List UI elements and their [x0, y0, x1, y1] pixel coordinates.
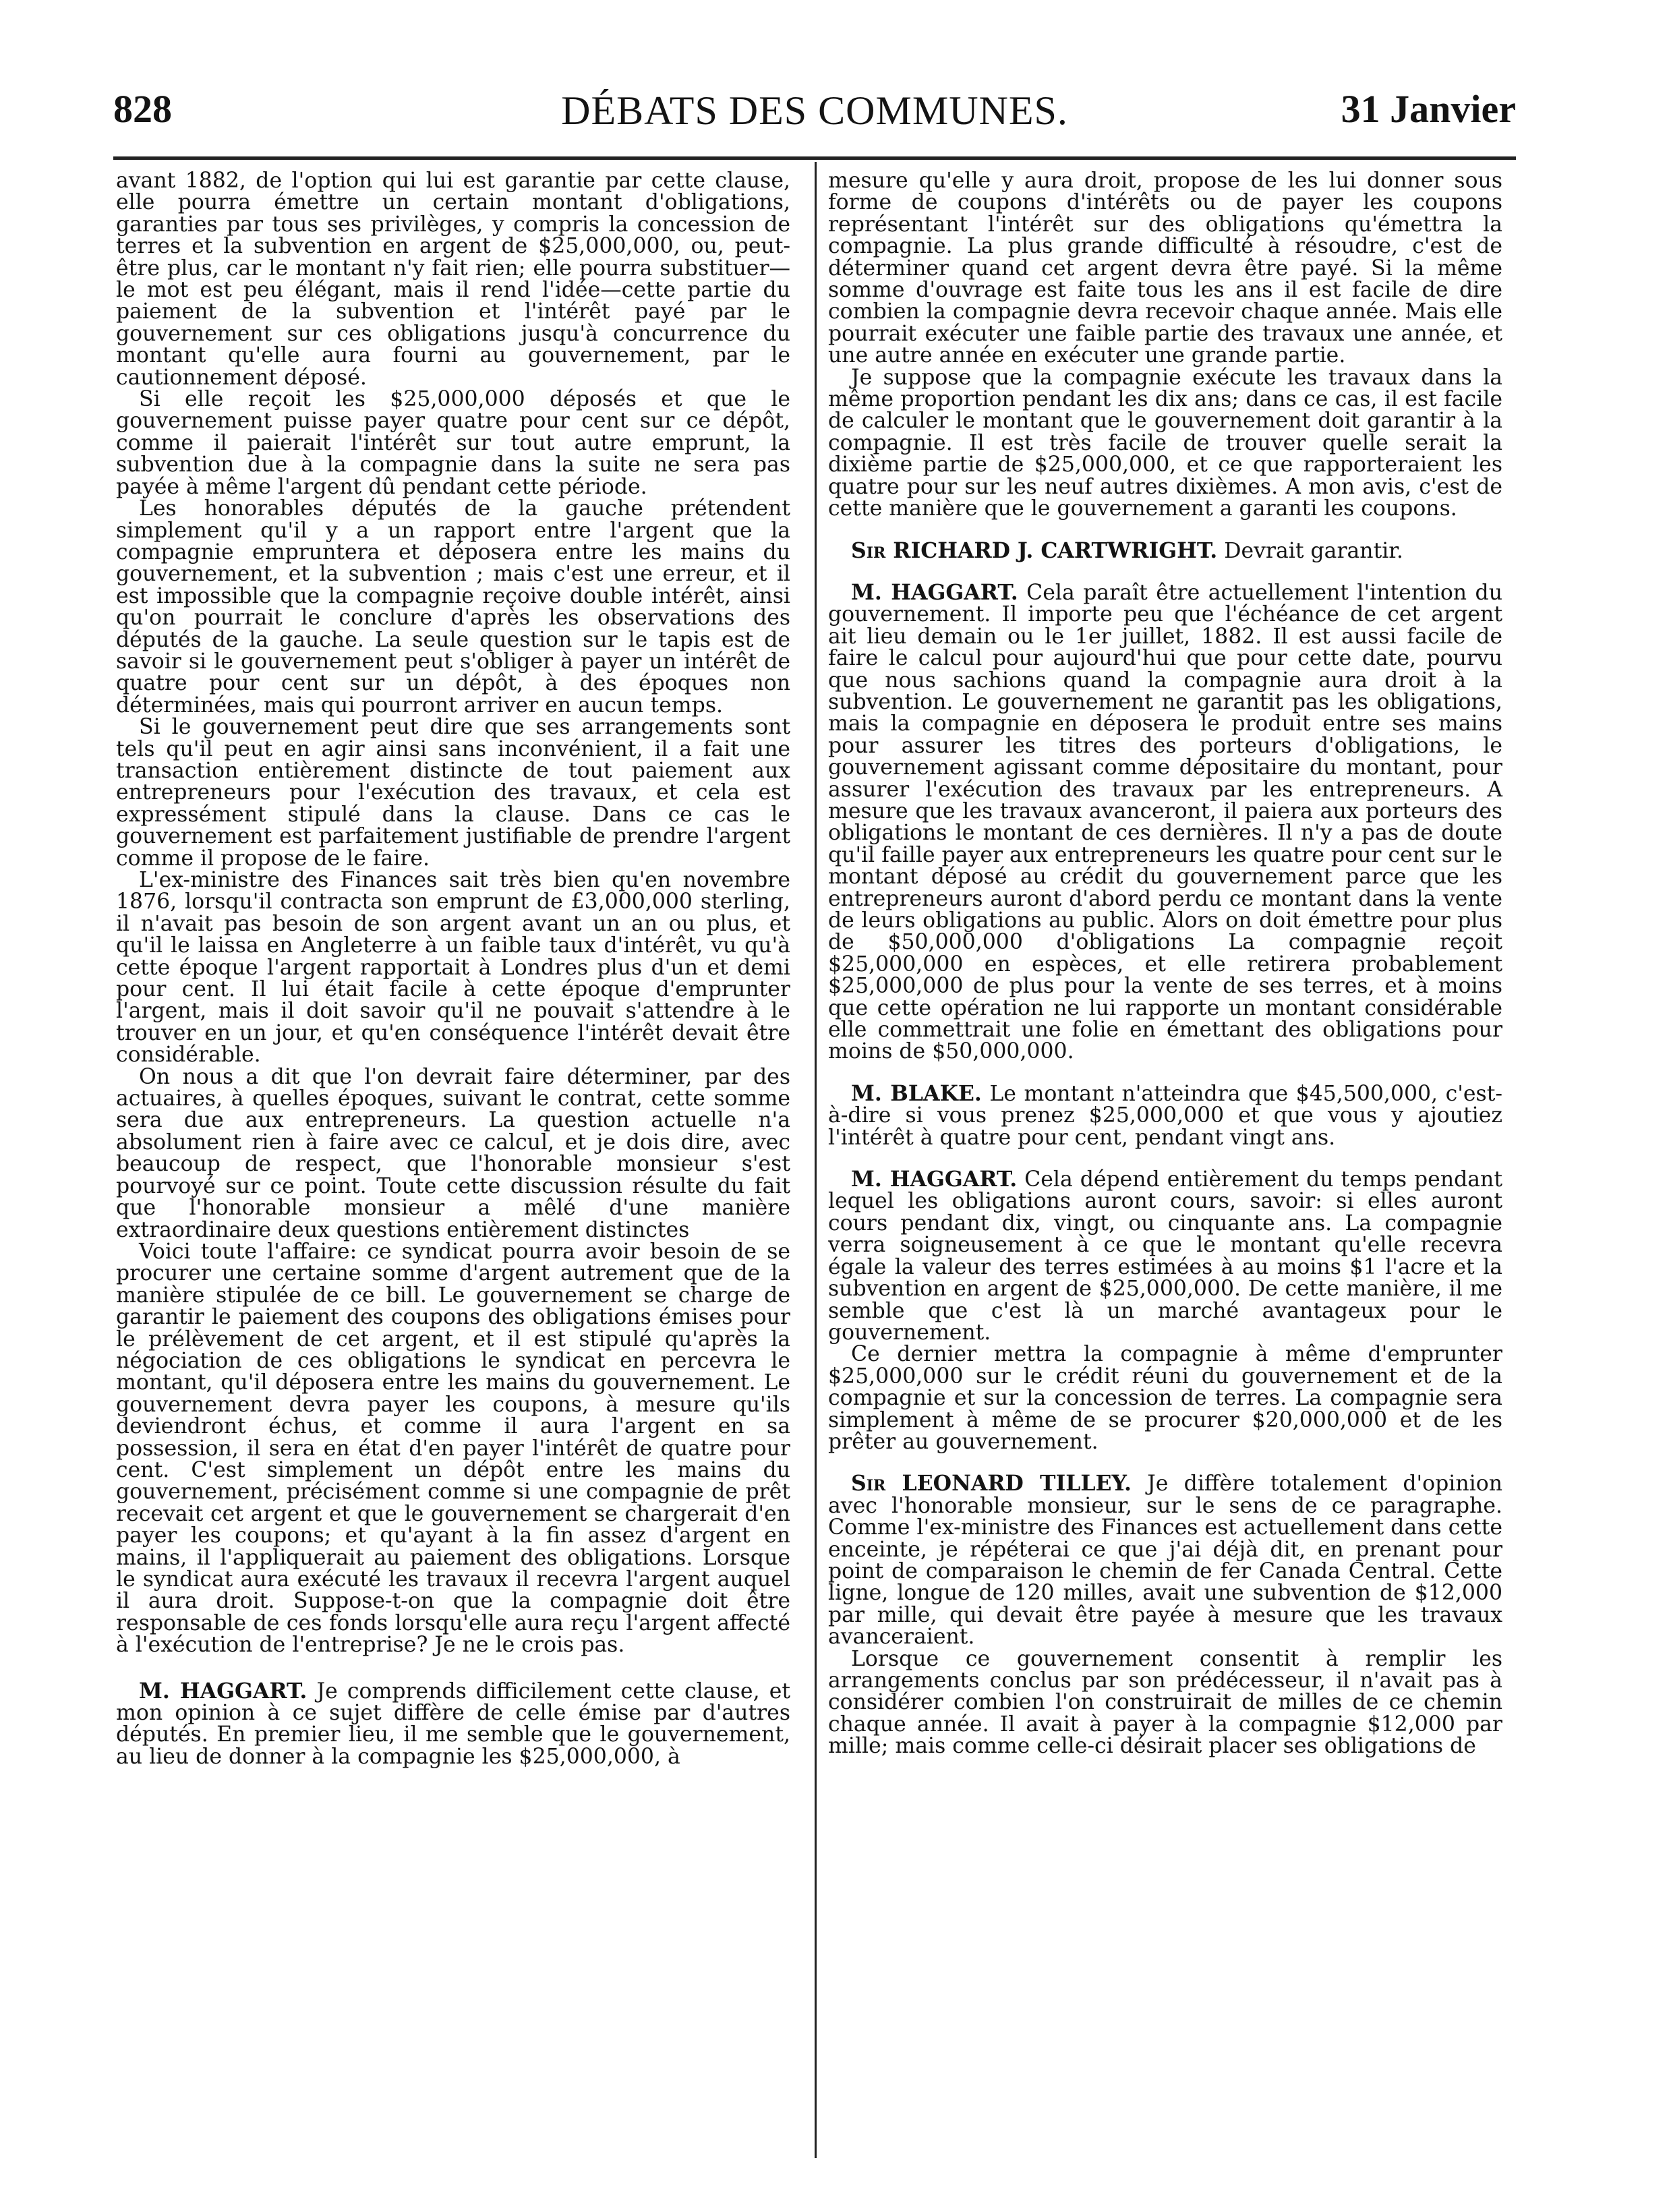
paragraph: Si elle reçoit les $25,000,000 déposés et que le gouvernement puisse payer quatre pour cent sur ce dépôt, comme il paierait l'intérêt sur tout autre emprunt, la subvention due à la compagnie dans la suite ne sera pas payée à même l'argent dû pendant cette période.	[116, 387, 790, 499]
speech: Sir RICHARD J. CARTWRIGHT. Devrait garantir.	[851, 537, 1403, 563]
speech: Sir LEONARD TILLEY. Je diffère totalement d'opinion avec l'honorable monsieur, sur le sens de ce paragraphe. Comme l'ex-ministre des Finances est actuellement dans cette enceinte, je répéterai ce que j'ai déjà dit, en prenant pour point de comparaison le chemin de fer Canada Central. Cette ligne, longue de 120 milles, avait une subvention de $12,000 par mille, qui devait être payée à mesure que les travaux avanceraient.	[828, 1471, 1502, 1650]
left-column	[116, 170, 790, 1768]
speaker-name: M. HAGGART.	[851, 1167, 1018, 1192]
header-rule	[113, 156, 1516, 160]
page-title: DÉBATS DES COMMUNES.	[561, 88, 1068, 133]
page-date: 31 Janvier	[1341, 87, 1516, 131]
paragraph: Ce dernier mettra la compagnie à même d'emprunter $25,000,000 sur le crédit réuni du gouvernement et de la compagnie et sur la concession de terres. La compagnie sera simplement à même de se procurer $20,000,000 et de les prêter au gouvernement.	[828, 1342, 1502, 1454]
paragraph: L'ex-ministre des Finances sait très bien qu'en novembre 1876, lorsqu'il contracta son emprunt de £3,000,000 sterling, il n'avait pas besoin de son argent avant un an ou plus, et qu'il le laissa en Angleterre à un faible taux d'intérêt, vu qu'à cette époque l'argent rapportait à Londres plus d'un et demi pour cent. Il lui était facile à cette époque d'emprunter l'argent, mais il doit savoir qu'il ne pouvait s'attendre à le trouver en un jour, et qu'en conséquence l'intérêt devait être considérable.	[116, 868, 790, 1068]
page-number: 828	[113, 87, 172, 131]
paragraph: Voici toute l'affaire: ce syndicat pourra avoir besoin de se procurer une certaine somme d'argent autrement que de la manière stipulée de ce bill. Le gouvernement se charge de garantir le paiement des coupons des obligations émises pour le prélèvement de cet argent, et il est stipulé qu'après la négociation de ces obligations le syndicat en percevra le montant, qu'il déposera entre les mains du gouvernement. Le gouvernement devra payer les coupons, à mesure qu'ils deviendront échus, et comme il aura l'argent en sa possession, il sera en état d'en payer l'intérêt de quatre pour cent. C'est simplement un dépôt entre les mains du gouvernement, précisément comme si une compagnie de prêt recevait cet argent et que le gouvernement se chargerait d'en payer les coupons; et qu'ayant à la fin assez d'argent en mains, il l'appliquerait au paiement des obligations. Lorsque le syndicat aura exécuté les travaux il recevra l'argent auquel il aura droit. Suppose-t-on que la compagnie doit être responsable de ces fonds lorsqu'elle aura reçu l'argent affecté à l'exécution de l'entreprise? Je ne le crois pas.	[116, 1239, 790, 1658]
speaker-name: M. HAGGART.	[139, 1678, 308, 1704]
speech: M. HAGGART. Cela dépend entièrement du temps pendant lequel les obligations auront cours, savoir: si elles auront cours pendant dix, vingt, ou cinquante ans. La compagnie verra soigneusement à ce que le montant qu'elle recevra égale la valeur des terres estimées à au moins $1 l'acre et la subvention en argent de $25,000,000. De cette manière, il me semble que c'est là un marché avantageux pour le gouvernement.	[828, 1167, 1503, 1345]
paragraph: On nous a dit que l'on devrait faire déterminer, par des actuaires, à quelles époques, suivant le contrat, cette somme sera due aux entrepreneurs. La question actuelle n'a absolument rien à faire avec ce calcul, et je dois dire, avec beaucoup de respect, que l'honorable monsieur s'est pourvoyé sur ce point. Toute cette discussion résulte du fait que l'honorable monsieur a mêlé d'une manière extraordinaire deux questions entièrement distinctes	[116, 1064, 790, 1242]
speech: M. HAGGART. Je comprends difficilement cette clause, et mon opinion à ce sujet diffère de celle émise par d'autres députés. En premier lieu, il me semble que le gouvernement, au lieu de donner à la compagnie les $25,000,000, à	[116, 1678, 790, 1769]
paragraph: Si le gouvernement peut dire que ses arrangements sont tels qu'il peut en agir ainsi sans inconvénient, il a fait une transaction entièrement distincte de tout paiement aux entrepreneurs pour l'exécution des travaux, et cela est expressément stipulé dans la clause. Dans ce cas le gouvernement est parfaitement justifiable de prendre l'argent comme il propose de le faire.	[116, 715, 790, 871]
right-column	[828, 170, 1502, 1757]
paragraph: Lorsque ce gouvernement consentit à remplir les arrangements conclus par son prédécesseur, il n'avait pas à considérer combien l'on construirait de milles de ce chemin chaque année. Il avait à payer à la compagnie $12,000 par mille; mais comme celle-ci désirait placer ses obligations de	[828, 1646, 1502, 1759]
paragraph: avant 1882, de l'option qui lui est garantie par cette clause, elle pourra émettre un certain montant d'obligations, garanties par tous ses privilèges, y compris la concession de terres et la subvention en argent de $25,000,000, ou, peut-être plus, car le montant n'y fait rien; elle pourra substituer—le mot est peu élégant, mais il rend l'idée—cette partie du paiement de la subvention et l'intérêt payé par le gouvernement sur ces obligations jusqu'à concurrence du montant qu'elle aura fourni au gouvernement, par le cautionnement déposé.	[116, 169, 790, 390]
speech: M. HAGGART. Cela paraît être actuellement l'intention du gouvernement. Il importe peu que l'échéance de cet argent ait lieu demain ou le 1er juillet, 1882. Il est aussi facile de faire le calcul pour aujourd'hui que pour cette date, pourvu que nous sachions quand la compagnie aura droit à la subvention. Le gouvernement ne garantit pas les obligations, mais la compagnie en déposera le produit entre ses mains pour assurer les titres des porteurs d'obligations, le gouvernement agissant comme dépositaire du montant, pour assurer l'exécution des travaux par les entrepreneurs. A mesure que les travaux avanceront, il paiera aux porteurs des obligations le montant de ces dernières. Il n'y a pas de doute qu'il faille payer aux entrepreneurs les quatre pour cent sur le montant déposé au crédit du gouvernement parce que les entrepreneurs auront d'abord perdu ce montant dans la vente de leurs obligations au public. Alors on doit émettre pour plus de $50,000,000 d'obligations La compagnie reçoit $25,000,000 en espèces, et elle retirera probablement $25,000,000 de plus pour la vente de ses terres, et à moins que cette opération ne lui rapporte un montant considérable elle commettrait une folie en émettant des obligations pour moins de $50,000,000.	[828, 579, 1503, 1064]
speaker-name: M. BLAKE.	[851, 1080, 982, 1106]
speaker-name: Sir RICHARD J. CARTWRIGHT.	[851, 537, 1218, 563]
speaker-name: Sir LEONARD TILLEY.	[851, 1471, 1132, 1496]
paragraph: Je suppose que la compagnie exécute les travaux dans la même proportion pendant les dix ans; dans ce cas, il est facile de calculer le montant que le gouvernement doit garantir à la compagnie. Il est très facile de trouver quelle serait la dixième partie de $25,000,000, et ce que rapporteraient les quatre pour sur les neuf autres dixièmes. A mon avis, c'est de cette manière que le gouvernement a garanti les coupons.	[828, 365, 1502, 521]
paragraph: Les honorables députés de la gauche prétendent simplement qu'il y a un rapport entre l'argent que la compagnie empruntera et déposera entre les mains du gouvernement, et la subvention ; mais c'est une erreur, et il est impossible que la compagnie reçoive double intérêt, ainsi qu'on pourrait le conclure d'après les observations des députés de la gauche. La seule question sur le tapis est de savoir si le gouvernement peut s'obliger à payer un intérêt de quatre pour cent sur un dépôt, à des époques non déterminées, mais qui pourront arriver en aucun temps.	[116, 496, 790, 718]
speaker-name: M. HAGGART.	[851, 579, 1018, 605]
paragraph: mesure qu'elle y aura droit, propose de les lui donner sous forme de coupons d'intérêts ou de payer les coupons représentant l'intérêt sur des obligations qu'émettra la compagnie. La plus grande difficulté à résoudre, c'est de déterminer quand cet argent devra être payé. Si la même somme d'ouvrage est faite tous les ans il est facile de dire combien la compagnie devra recevoir chaque année. Mais elle pourrait exécuter une faible partie des travaux une année, et une autre année en exécuter une grande partie.	[828, 169, 1502, 368]
speech: M. BLAKE. Le montant n'atteindra que $45,500,000, c'est-à-dire si vous prenez $25,000,000 et que vous y ajoutiez l'intérêt à quatre pour cent, pendant vingt ans.	[828, 1080, 1502, 1150]
page-header	[113, 86, 1516, 140]
column-divider	[815, 162, 817, 2158]
